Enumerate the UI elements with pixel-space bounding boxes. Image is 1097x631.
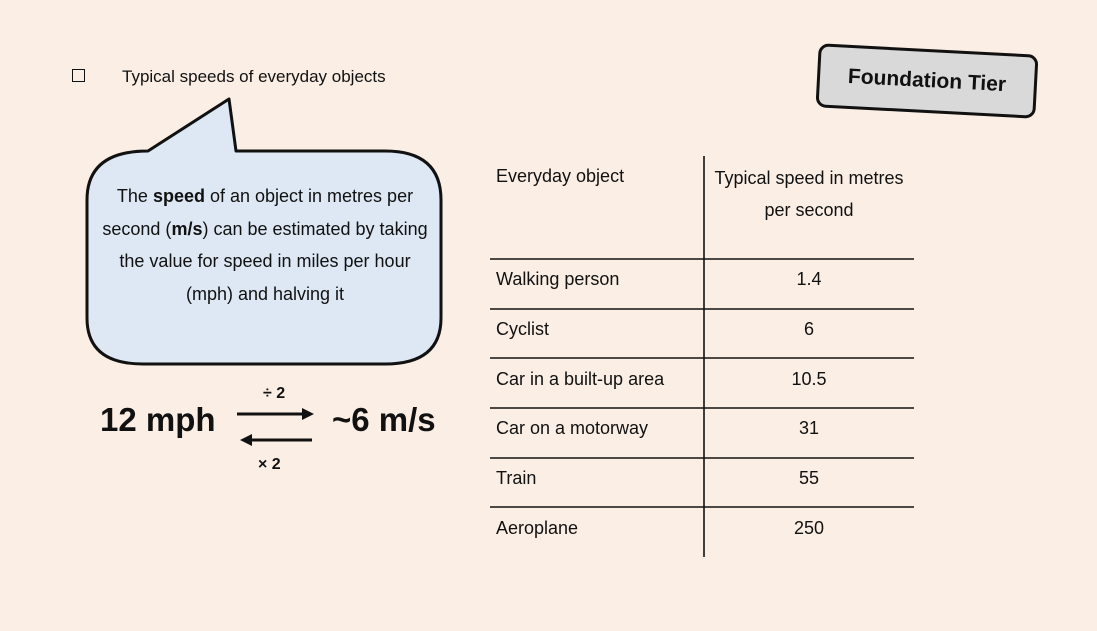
table-row-object: Car in a built-up area	[496, 369, 665, 389]
table-row-object: Aeroplane	[496, 518, 579, 538]
tier-badge: Foundation Tier	[815, 43, 1038, 118]
mph-value: 12 mph	[100, 401, 216, 438]
table-header-object: Everyday object	[496, 166, 625, 186]
multiply-operation: × 2	[258, 456, 281, 473]
table-row-object: Car on a motorway	[496, 418, 649, 438]
speech-bubble-text: The speed of an object in metres per second (m/s) can be estimated by taking the value for speed in miles per hour (mph) and halving it	[102, 186, 428, 304]
table-row-speed: 10.5	[791, 369, 827, 389]
table-row-speed: 31	[798, 418, 820, 438]
table-row-speed: 6	[803, 319, 814, 339]
section-heading: Typical speeds of everyday objects	[122, 67, 386, 86]
unit-term: m/s	[171, 218, 203, 239]
table-row-object: Train	[496, 468, 537, 488]
divide-operation: ÷ 2	[263, 385, 286, 402]
table-row-object: Walking person	[496, 269, 620, 289]
table-row-speed: 250	[793, 518, 825, 538]
speed-term: speed	[152, 186, 205, 206]
table-row-speed: 1.4	[796, 269, 822, 289]
table-row-speed: 55	[798, 468, 820, 488]
table-row-object: Cyclist	[496, 319, 549, 339]
ms-value: ~6 m/s	[332, 401, 436, 438]
table-header-speed: Typical speed in metres per second	[714, 168, 904, 220]
